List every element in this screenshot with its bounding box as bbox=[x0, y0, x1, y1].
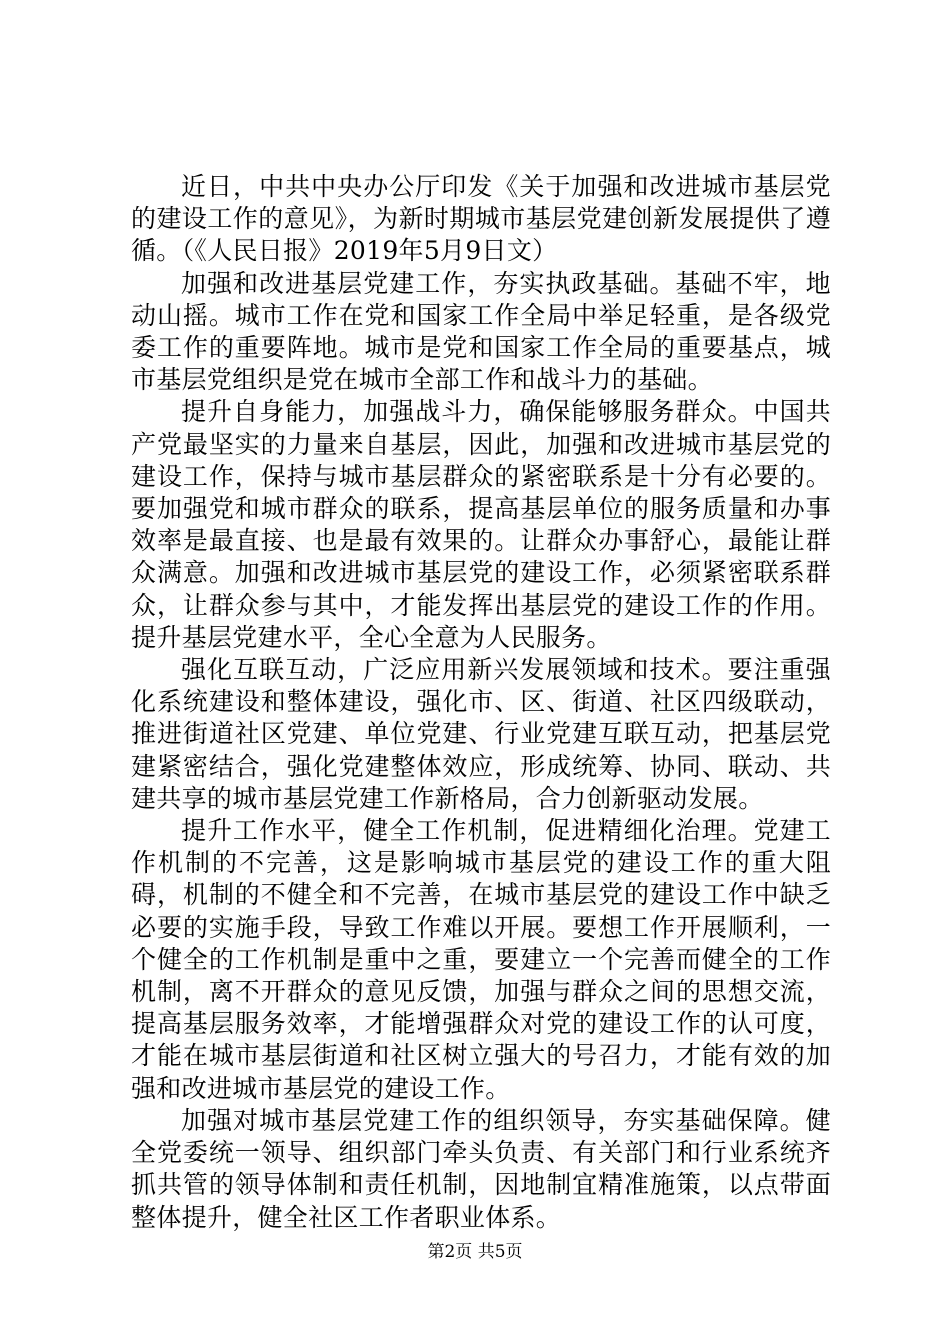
page-number: 第2页 共5页 bbox=[427, 1242, 523, 1262]
paragraph: 加强和改进基层党建工作，夯实执政基础。基础不牢，地动山摇。城市工作在党和国家工作全局中举足轻重，是各级党委工作的重要阵地。城市是党和国家工作全局的重要基点，城市基层党组织是党在城市全部工作和战斗力的基础。 bbox=[131, 268, 831, 395]
article-body bbox=[131, 171, 831, 1234]
paragraph: 加强对城市基层党建工作的组织领导，夯实基础保障。健全党委统一领导、组织部门牵头负责、有关部门和行业系统齐抓共管的领导体制和责任机制，因地制宜精准施策，以点带面整体提升，健全社区工作者职业体系。 bbox=[131, 1105, 831, 1232]
paragraph: 提升工作水平，健全工作机制，促进精细化治理。党建工作机制的不完善，这是影响城市基层党的建设工作的重大阻碍，机制的不健全和不完善，在城市基层党的建设工作中缺乏必要的实施手段，导致工作难以开展。要想工作开展顺利，一个健全的工作机制是重中之重，要建立一个完善而健全的工作机制，离不开群众的意见反馈，加强与群众之间的思想交流，提高基层服务效率，才能增强群众对党的建设工作的认可度，才能在城市基层街道和社区树立强大的号召力，才能有效的加强和改进城市基层党的建设工作。 bbox=[131, 816, 831, 1103]
page-footer bbox=[0, 1240, 950, 1264]
paragraph: 强化互联互动，广泛应用新兴发展领域和技术。要注重强化系统建设和整体建设，强化市、区、街道、社区四级联动，推进街道社区党建、单位党建、行业党建互联互动，把基层党建紧密结合，强化党建整体效应，形成统筹、协同、联动、共建共享的城市基层党建工作新格局，合力创新驱动发展。 bbox=[131, 655, 831, 813]
paragraph: 近日，中共中央办公厅印发《关于加强和改进城市基层党的建设工作的意见》，为新时期城市基层党建创新发展提供了遵循。（《人民日报》2019年5月9日文） bbox=[131, 172, 831, 266]
paragraph: 提升自身能力，加强战斗力，确保能够服务群众。中国共产党最坚实的力量来自基层，因此，加强和改进城市基层党的建设工作，保持与城市基层群众的紧密联系是十分有必要的。要加强党和城市群众的联系，提高基层单位的服务质量和办事效率是最直接、也是最有效果的。让群众办事舒心，最能让群众满意。加强和改进城市基层党的建设工作，必须紧密联系群众，让群众参与其中，才能发挥出基层党的建设工作的作用。提升基层党建水平，全心全意为人民服务。 bbox=[131, 397, 831, 652]
